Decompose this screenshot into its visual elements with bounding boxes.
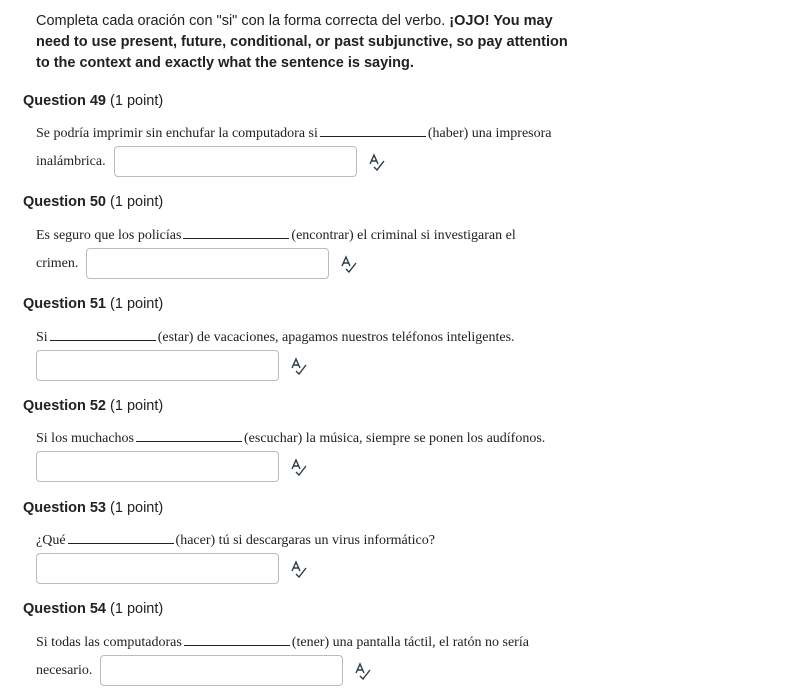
spellcheck-icon[interactable] [289, 458, 309, 476]
answer-input-50[interactable] [86, 248, 329, 279]
sentence-post: (hacer) tú si descargaras un virus informático? [175, 533, 435, 548]
blank-line [320, 124, 426, 137]
question-51-header [23, 295, 163, 313]
question-points: (1 point) [110, 93, 164, 109]
question-53-header [23, 499, 163, 517]
instructions-bold: ¡OJO! You may need to use present, future, conditional, or past subjunctive, so pay attention to the context and exactly what the sentence is saying. [36, 13, 568, 71]
question-52-header [23, 397, 163, 415]
question-points: (1 point) [110, 398, 164, 414]
answer-input-53[interactable] [36, 553, 279, 584]
sentence-post: (haber) una impresora [427, 126, 552, 141]
question-51-body [36, 326, 515, 381]
sentence-post: (tener) una pantalla táctil, el ratón no sería [291, 635, 529, 650]
sentence-cont: inalámbrica. [36, 153, 106, 169]
question-50-body [36, 224, 516, 279]
sentence-cont: necesario. [36, 662, 93, 678]
question-50-header [23, 193, 163, 211]
sentence-pre: Si [36, 330, 48, 345]
question-points: (1 point) [110, 601, 164, 617]
question-54-body [36, 631, 529, 686]
sentence-cont: crimen. [36, 255, 79, 271]
answer-input-49[interactable] [114, 146, 357, 177]
blank-line [68, 531, 174, 544]
answer-input-51[interactable] [36, 350, 279, 381]
spellcheck-icon[interactable] [289, 560, 309, 578]
question-49-header [23, 92, 163, 110]
sentence-post: (encontrar) el criminal si investigaran el [291, 228, 516, 243]
spellcheck-icon[interactable] [289, 357, 309, 375]
question-points: (1 point) [110, 296, 164, 312]
sentence-post: (estar) de vacaciones, apagamos nuestros teléfonos inteligentes. [157, 330, 515, 345]
instructions [36, 11, 576, 74]
sentence-pre: Si todas las computadoras [36, 635, 182, 650]
answer-input-52[interactable] [36, 451, 279, 482]
question-number: Question 51 [23, 296, 106, 312]
spellcheck-icon[interactable] [367, 153, 387, 171]
sentence-pre: Si los muchachos [36, 431, 134, 446]
blank-line [184, 633, 290, 646]
question-number: Question 53 [23, 500, 106, 516]
spellcheck-icon[interactable] [339, 255, 359, 273]
sentence-pre: Es seguro que los policías [36, 228, 182, 243]
question-number: Question 54 [23, 601, 106, 617]
blank-line [183, 226, 289, 239]
instructions-plain: Completa cada oración con "si" con la forma correcta del verbo. [36, 13, 450, 29]
question-number: Question 49 [23, 93, 106, 109]
question-49-body [36, 122, 551, 177]
question-number: Question 50 [23, 194, 106, 210]
question-53-body [36, 529, 435, 584]
sentence-pre: Se podría imprimir sin enchufar la computadora si [36, 126, 318, 141]
spellcheck-icon[interactable] [353, 662, 373, 680]
blank-line [50, 328, 156, 341]
question-points: (1 point) [110, 500, 164, 516]
answer-input-54[interactable] [100, 655, 343, 686]
question-52-body [36, 427, 545, 482]
question-points: (1 point) [110, 194, 164, 210]
sentence-post: (escuchar) la música, siempre se ponen los audífonos. [244, 431, 546, 446]
question-number: Question 52 [23, 398, 106, 414]
sentence-pre: ¿Qué [36, 533, 66, 548]
blank-line [136, 429, 242, 442]
question-54-header [23, 600, 163, 618]
